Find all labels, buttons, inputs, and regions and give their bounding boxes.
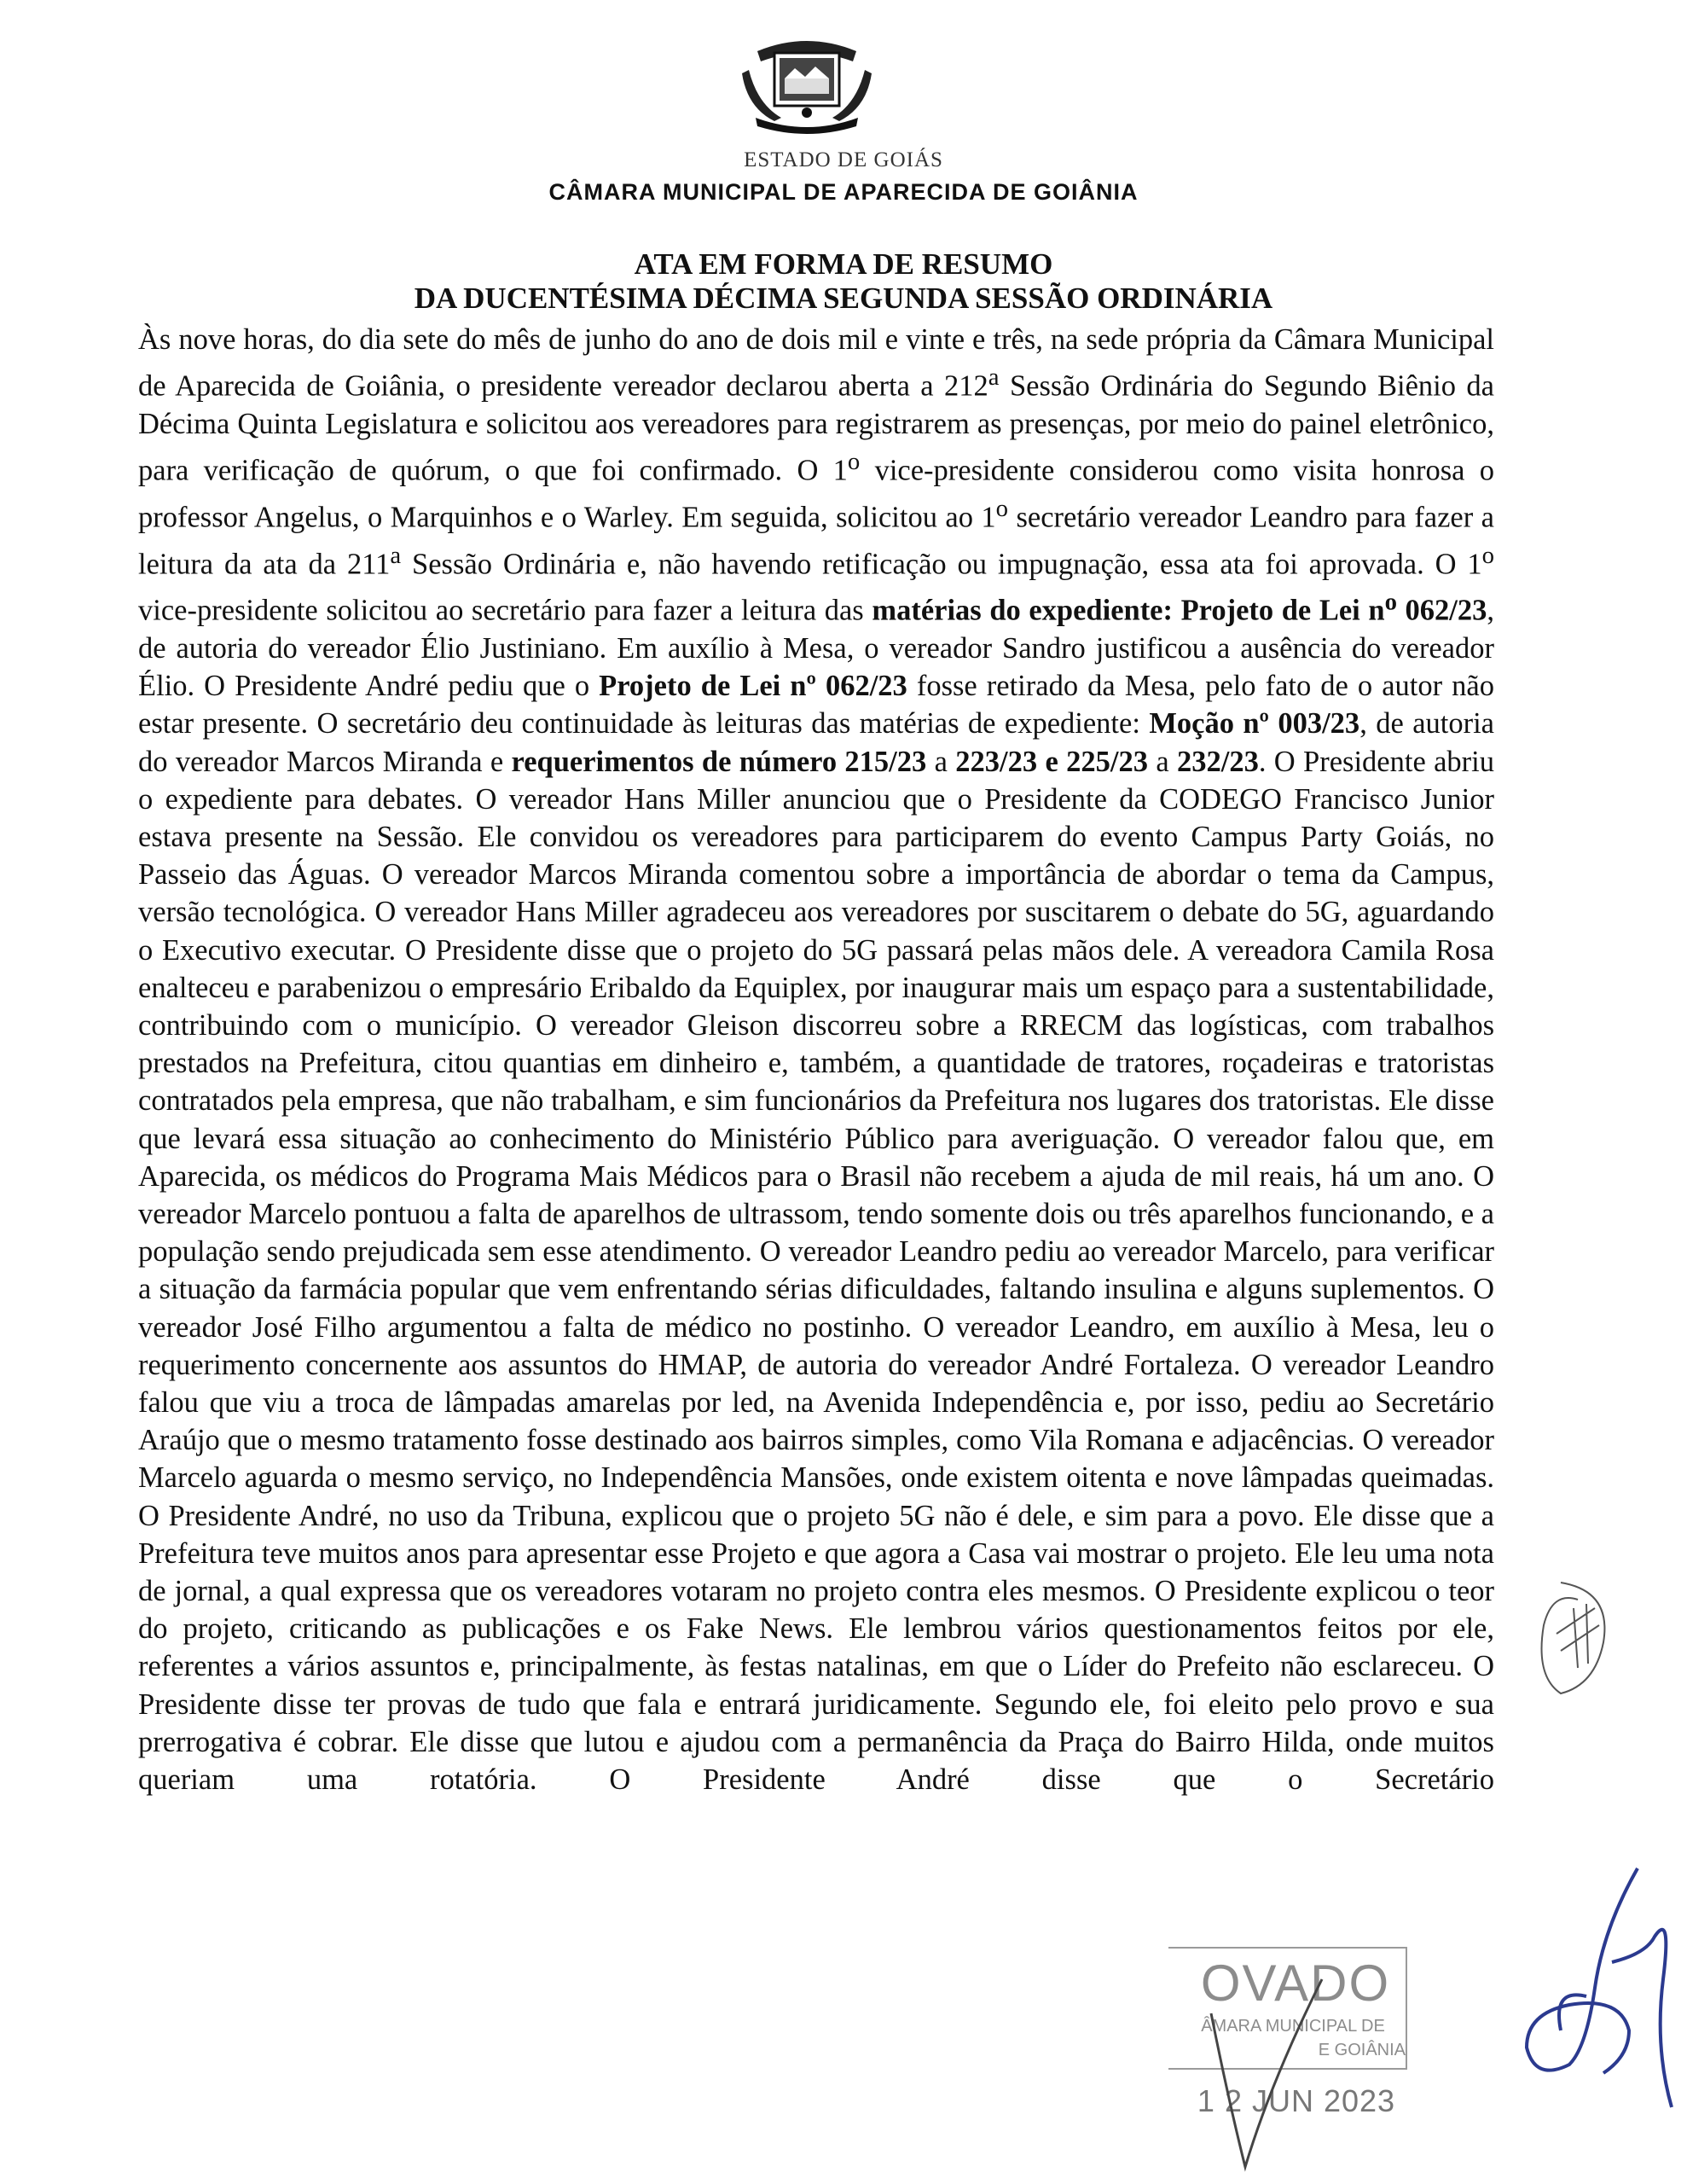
document-title-line-2: DA DUCENTÉSIMA DÉCIMA SEGUNDA SESSÃO ORDINÁRIA [414,282,1273,315]
body-text: vice-presidente considerou como visita honrosa o professor Angelus, o Marquinhos e o Warley. Em seguida, solicitou ao 1 [138,454,1494,534]
bold-reference: matérias do expediente: Projeto de Lei n [872,594,1385,627]
body-text: a [926,745,956,778]
bold-reference: 062/23 [1396,594,1487,627]
body-text: Sessão Ordinária do Segundo Biênio da Décima Quinta Legislatura e solicitou aos vereadores para registrarem as presenças, por meio do painel eletrônico, para verificação de quórum, o que foi confirmado. O 1 [138,369,1494,487]
margin-initials-signature [1527,1574,1620,1702]
body-text: vice-presidente solicitou ao secretário para fazer a leitura das [138,594,872,627]
bold-reference: 223/23 e 225/23 [955,745,1148,778]
stamp-date: 1 2 JUN 2023 [1197,2083,1396,2118]
body-text: , de autoria do vereador Élio Justiniano. Em auxílio à Mesa, o vereador Sandro justificou a ausência do vereador Élio. O Presidente André pediu que o [138,594,1495,703]
bold-reference: Projeto de Lei nº 062/23 [599,670,907,703]
body-text: . O Presidente abriu o expediente para debates. O vereador Hans Miller anunciou que o Presidente da CODEGO Francisco Junior estava presente na Sessão. Ele convidou os vereadores para participarem do evento Campus Party Goiás, no Passeio das Águas. O vereador Marcos Miranda comentou sobre a importância de abordar o tema da Campus, versão tecnológica. O vereador Hans Miller agradeceu aos vereadores por suscitarem o debate do 5G, aguardando o Executivo executar. O Presidente disse que o projeto do 5G passará pelas mãos dele. A vereadora Camila Rosa enalteceu e parabenizou o empresário Eribaldo da Equiplex, por inaugurar mais um espaço para a sustentabilidade, contribuindo com o município. O vereador Gleison discorreu sobre a RRECM das logísticas, com trabalhos prestados na Prefeitura, citou quantias em dinheiro e, também, a quantidade de tratores, roçadeiras e tratoristas contratados pela empresa, que não trabalham, e sim funcionários da Prefeitura nos lugares dos tratoristas. Ele disse que levará essa situação ao conhecimento do Ministério Público para averiguação. O vereador falou que, em Aparecida, os médicos do Programa Mais Médicos para o Brasil não recebem a ajuda de mil reais, há um ano. O vereador Marcelo pontuou a falta de aparelhos de ultrassom, tendo somente dois ou três aparelhos funcionando, e a população sendo prejudicada sem esse atendimento. O vereador Leandro pediu ao vereador Marcelo, para verificar a situação da farmácia popular que vem enfrentando sérias dificuldades, faltando insulina e alguns suplementos. O vereador José Filho argumentou a falta de médico no postinho. O vereador Leandro, em auxílio à Mesa, leu o requerimento concernente aos assuntos do HMAP, de autoria do vereador André Fortaleza. O vereador Leandro falou que viu a troca de lâmpadas amarelas por led, na Avenida Independência e, por isso, pediu ao Secretário Araújo que o mesmo tratamento fosse destinado aos bairros simples, como Vila Romana e adjacências. O vereador Marcelo aguarda o mesmo serviço, no Independência Mansões, onde existem oitenta e nove lâmpadas queimadas. O Presidente André, no uso da Tribuna, explicou que o projeto 5G não é dele, e sim para a povo. Ele disse que a Prefeitura teve muitos anos para apresentar esse Projeto e que agora a Casa vai mostrar o projeto. Ele leu uma nota de jornal, a qual expressa que os vereadores votaram no projeto contra eles mesmos. O Presidente explicou o teor do projeto, criticando as publicações e os Fake News. Ele lembrou vários questionamentos feitos por ele, referentes a vários assuntos e, principalmente, às festas natalinas, em que o Líder do Prefeito não esclareceu. O Presidente disse ter provas de tudo que fala e entrará juridicamente. Segundo ele, foi eleito pelo provo e sua prerrogativa é cobrar. Ele disse que lutou e ajudou com a permanência da Praça do Bairro Hilda, onde muitos queriam uma rotatória. O Presidente André disse que o Secretário [138,745,1494,1797]
ordinal-marker: a [988,363,1000,392]
state-heading: ESTADO DE GOIÁS [744,148,943,171]
stamp-word: OVADO [1200,1955,1391,2012]
body-text: , de autoria do vereador Marcos Miranda e [138,707,1494,778]
municipal-coat-of-arms [732,36,882,138]
body-text: Às nove horas, do dia sete do mês de junho do ano de dois mil e vinte e três, na sede própria da Câmara Municipal de Aparecida de Goiânia, o presidente vereador declarou aberta a 212 [138,323,1494,403]
ordinal-marker: o [995,494,1009,522]
chamber-heading: CÂMARA MUNICIPAL DE APARECIDA DE GOIÂNIA [548,179,1139,205]
ordinal-marker: o [1384,588,1397,616]
body-text: Sessão Ordinária e, não havendo retificação ou impugnação, essa ata foi aprovada. O 1 [401,548,1482,581]
minutes-body [138,321,1494,1798]
bold-reference: Moção nº 003/23 [1149,707,1360,741]
ordinal-marker: a [390,541,402,569]
handwritten-signature [1501,1860,1680,2116]
body-text: secretário vereador Leandro para fazer a leitura da ata da 211 [138,501,1494,581]
bold-reference: requerimentos de número 215/23 [511,745,927,778]
body-text: a [1147,745,1177,778]
ordinal-marker: o [847,448,861,476]
document-title-line-1: ATA EM FORMA DE RESUMO [634,247,1053,281]
bold-reference: 232/23 [1176,745,1259,778]
ordinal-marker: o [1481,541,1494,569]
body-text: fosse retirado da Mesa, pelo fato de o autor não estar presente. O secretário deu continuidade às leituras das matérias de expediente: [138,670,1494,741]
stamp-line-2: E GOIÂNIA [1318,2041,1406,2059]
check-mark-scribble [1194,1962,1330,2175]
minutes-paragraph [138,321,1494,1798]
stamp-line-1: ÂMARA MUNICIPAL DE [1201,2017,1385,2036]
